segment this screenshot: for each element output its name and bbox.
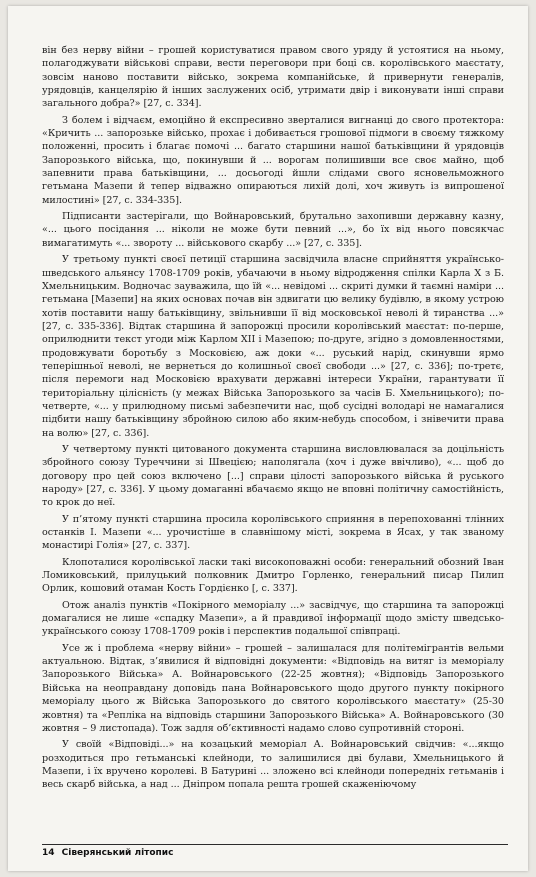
paragraph-3: Підписанти застерігали, що Войнаровський, брутально захопивши державну казну, «... цього посідання ... ніколи не може бути певний ...», бо їх від нього повсякчас вимагатимуть «... звороту ... військового скарбу ...» [27, с. 335]. [42,211,504,249]
paragraph-6: У п’ятому пункті старшина просила королівського сприяння в перепохованні тлінних останків І. Мазепи «... урочистіше в славнішому місті, зокрема в Ясах, у так званому монастирі Голія» [27, с. 337]. [42,513,504,552]
page-number: 14 [42,848,55,858]
page-footer [42,844,508,861]
paragraph-4: У третьому пункті своєї петиції старшина засвідчила власне сприйняття українсько-шведського альянсу 1708-1709 років, убачаючи в ньому відродження спілки Карла Х з Б. Хмельницьким. Водночас зауважила, що їй «... невідомі ... скриті думки й таємні наміри ... гетьмана [Мазепи] на яких основах почав він здвигати цю велику будівлю, в якому устрою хотів поставити нашу батьківщину, звільнивши її від московської неволі й тиранства ...» [27, с. 335-336]. Відтак старшина й запорожці просили королівський маєстат: по-перше, оприлюднити текст угоди між Карлом ХІІ і Мазепою; по-друге, згідно з домовленностями, продовжувати боротьбу з Московією, аж доки «... руський нарід, скинувши ярмо теперішньої неволі, не вернеться до колишньої своєї свободи ...» [27, с. 336]; по-третє, після перемоги над Московією врахувати державні інтереси України, гарантувати її територіальну цілісність (у межах Війська Запорозького за часів Б. Хмельницького); по-четверте, «... у прилюдному письмі забезпечити нас, щоб сусідні володарі не намагалися підбити нашу батьківщину збройною силою або яким-небудь способом, і знівечити права на волю» [27, с. 336]. [42,254,504,439]
paragraph-1: він без нерву війни – грошей користуватися правом свого уряду й устоятися на ньому, полагоджувати військові справи, вести переговори при боці св. королівського маєстату, зовсім наново поставити військо, зокрема компанійське, й привернути генералів, урядовців, канцелярію й інших заслужених осіб, утримати двір і виконувати інші справи загального добра?» [27, с. 334]. [42,45,504,110]
journal-title: Сіверянський літопис [61,848,174,858]
journal-page [8,6,528,871]
article-text [42,44,504,836]
paragraph-9: Усе ж і проблема «нерву війни» – грошей – залишалася для політемігрантів вельми актуальною. Відтак, з’явилися й відповідні документи: «Відповідь на витяг із меморіалу Запорозького Війська» А. Войнаровського (22-25 жовтня); «Відповідь Запорозького Війська на неоправдану доповідь пана Войнаровського щодо другого пункту покірного меморіалу цього ж Війська Запорозького до святого королівського маєстату» (25-30 жовтня) та «Репліка на відповідь старшини Запорозького Війська» А. Войнаровського (30 жовтня – 9 листопада). Тож задля об’єктивності надамо слово супротивній стороні. [42,642,504,734]
paragraph-10: У своїй «Відповіді...» на козацький меморіал А. Войнаровський свідчив: «...якщо розходиться про гетьманські клейноди, то залишилися дві булави, Хмельницького й Мазепи, і їх вручено королеві. В Батурині ... зложено всі клейноди попередніх гетьманів і весь скарб війська, а над ... Дніпром попала решта грошей скаженіючому [42,739,504,791]
paragraph-5: У четвертому пункті цитованого документа старшина висловлювалася за доцільність збройного союзу Туреччини зі Швецією; наполягала (хоч і дуже ввічливо), «... щоб до договору про цей союз включено [...] справи цілості запорозького війська й руського народу» [27, с. 336]. У цьому домаганні вбачаємо якщо не вповні політичну самостійність, то крок до неї. [42,443,504,509]
paragraph-7: Клопоталися королівської ласки такі високоповажні особи: генеральний обозний Іван Ломиковський, прилуцький полковник Дмитро Горленко, генеральний писар Пилип Орлик, кошовий отаман Кость Гордієнко [, с. 337]. [42,556,504,595]
paragraph-2: З болем і відчаєм, емоційно й експресивно зверталися вигнанці до свого протектора: «Кричить ... запорозьке військо, прохає і добивається грошової підмоги в своєму тяжкому положенні, просить і благає помочі ... багато старшини нашої батьківщини й урядовців Запорозького війська, що, покинувши й ... ворогам полишивши все своє майно, щоб запевнити права батьківщини, ... досьогоді йшли слідами свого ясновельможного гетьмана Мазепи й тепер відважно опираються лихій долі, хоч живуть із випрошеної милостині» [27, с. 334-335]. [42,114,504,206]
paragraph-8: Отож аналіз пунктів «Покірного меморіалу ...» засвідчує, що старшина та запорожці домагалися не лише «спадку Мазепи», а й правдивої інформації щодо змісту шведсько-українського союзу 1708-1709 років і перспектив подальшої співпраці. [42,599,504,638]
